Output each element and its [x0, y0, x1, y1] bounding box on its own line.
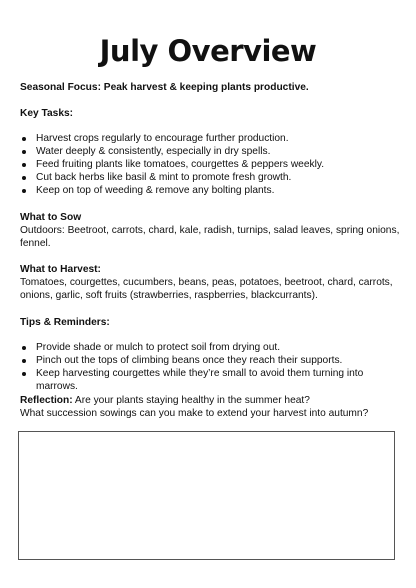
notes-box[interactable]: [18, 431, 395, 560]
reflection-question-2: What succession sowings can you make to extend your harvest into autumn?: [20, 408, 369, 419]
list-item: Feed fruiting plants like tomatoes, courgettes & peppers weekly.: [20, 158, 400, 171]
reflection-question-1: Are your plants staying healthy in the summer heat?: [72, 395, 310, 406]
reflection-label: Reflection:: [20, 395, 73, 406]
list-item: Cut back herbs like basil & mint to promote fresh growth.: [20, 171, 400, 184]
list-item: Keep on top of weeding & remove any bolting plants.: [20, 184, 400, 197]
list-item: Provide shade or mulch to protect soil from drying out.: [20, 341, 400, 354]
what-to-sow-heading: What to Sow: [20, 212, 82, 223]
tips-list: [20, 341, 400, 393]
what-to-harvest-heading: What to Harvest:: [20, 264, 101, 275]
list-item: Keep harvesting courgettes while they’re small to avoid them turning into marrows.: [20, 367, 400, 393]
key-tasks-heading: Key Tasks:: [20, 108, 74, 119]
what-to-sow-text: Outdoors: Beetroot, carrots, chard, kale, radish, turnips, salad leaves, spring onions, fennel.: [20, 225, 400, 249]
tips-heading: Tips & Reminders:: [20, 317, 110, 328]
page-title: July Overview: [99, 34, 317, 68]
seasonal-focus: Seasonal Focus: Peak harvest & keeping plants productive.: [20, 82, 309, 93]
list-item: Harvest crops regularly to encourage further production.: [20, 132, 400, 145]
list-item: Water deeply & consistently, especially in dry spells.: [20, 145, 400, 158]
reflection-prompt: [20, 394, 400, 407]
what-to-harvest-text: Tomatoes, courgettes, cucumbers, beans, peas, potatoes, beetroot, chard, carrots, onions, garlic, soft fruits (strawberries, raspberries, blackcurrants).: [20, 277, 393, 301]
key-tasks-list: [20, 132, 400, 197]
list-item: Pinch out the tops of climbing beans once they reach their supports.: [20, 354, 400, 367]
